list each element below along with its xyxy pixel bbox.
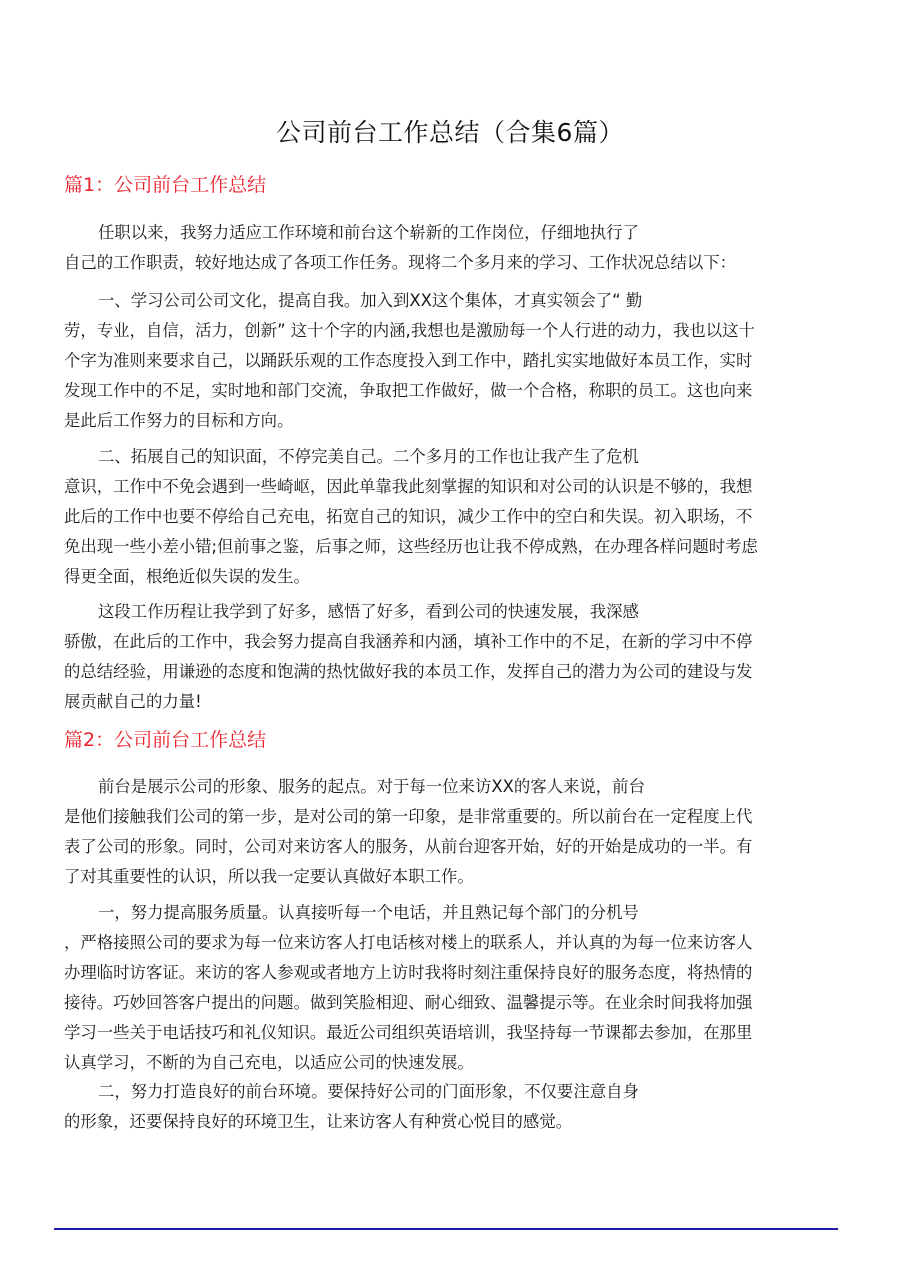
paragraph-line: 办理临时访客证。来访的客人参观或者地方上访时我将时刻注重保持良好的服务态度，将热情的 <box>64 963 753 982</box>
paragraph-line: 自己的工作职责，较好地达成了各项工作任务。现将二个多月来的学习、工作状况总结以下： <box>64 253 737 272</box>
paragraph-line: 二、拓展自己的知识面，不停完美自己。二个多月的工作也让我产生了危机 <box>98 447 639 466</box>
paragraph <box>64 597 844 717</box>
paragraph-line: 一，努力提高服务质量。认真接听每一个电话，并且熟记每个部门的分机号 <box>98 903 639 922</box>
paragraph-line: 发现工作中的不足，实时地和部门交流，争取把工作做好，做一个合格，称职的员工。这也向来 <box>64 381 753 400</box>
paragraph-line: 意识，工作中不免会遇到一些崎岖，因此单靠我此刻掌握的知识和对公司的认识是不够的，我想 <box>64 477 753 496</box>
paragraph-line: 了对其重要性的认识，所以我一定要认真做好本职工作。 <box>64 867 474 886</box>
paragraph-line: 的总结经验，用谦逊的态度和饱满的热忱做好我的本员工作，发挥自己的潜力为公司的建设与发 <box>64 662 753 681</box>
paragraph-line: 是此后工作努力的目标和方向。 <box>64 411 294 430</box>
footer-divider <box>54 1228 838 1230</box>
paragraph-line: 表了公司的形象。同时，公司对来访客人的服务，从前台迎客开始，好的开始是成功的一半。有 <box>64 837 753 856</box>
paragraph-line: 接待。巧妙回答客户提出的问题。做到笑脸相迎、耐心细致、温馨提示等。在业余时间我将加强 <box>64 993 753 1012</box>
paragraph-line: 任职以来，我努力适应工作环境和前台这个崭新的工作岗位，仔细地执行了 <box>98 223 639 242</box>
paragraph-line: 一、学习公司公司文化，提高自我。加入到XX这个集体，才真实领会了“ 勤 <box>98 291 643 310</box>
paragraph-line: 得更全面，根绝近似失误的发生。 <box>64 567 310 586</box>
paragraph <box>64 772 844 892</box>
paragraph-line: 个字为准则来要求自己，以踊跃乐观的工作态度投入到工作中，踏扎实实地做好本员工作，实时 <box>64 351 753 370</box>
paragraph-line: 劳，专业，自信，活力，创新” 这十个字的内涵,我想也是激励每一个人行进的动力，我也以这十 <box>64 321 755 340</box>
paragraph <box>64 442 844 592</box>
paragraph-line: 是他们接触我们公司的第一步，是对公司的第一印象，是非常重要的。所以前台在一定程度上代 <box>64 807 753 826</box>
document-title: 公司前台工作总结（合集6篇） <box>276 118 624 147</box>
paragraph-line: 的形象，还要保持良好的环境卫生，让来访客人有种赏心悦目的感觉。 <box>64 1112 573 1131</box>
paragraph-line: 学习一些关于电话技巧和礼仪知识。最近公司组织英语培训，我坚持每一节课都去参加，在那里 <box>64 1023 753 1042</box>
paragraph-line: 认真学习，不断的为自己充电，以适应公司的快速发展。 <box>64 1053 474 1072</box>
section-heading-1: 篇1：公司前台工作总结 <box>64 174 267 196</box>
paragraph-line: 骄傲，在此后的工作中，我会努力提高自我涵养和内涵，填补工作中的不足，在新的学习中不停 <box>64 632 753 651</box>
paragraph <box>64 1077 844 1137</box>
paragraph <box>64 898 844 1078</box>
paragraph-line: 这段工作历程让我学到了好多，感悟了好多，看到公司的快速发展，我深感 <box>98 602 639 621</box>
paragraph-line: ，严格接照公司的要求为每一位来访客人打电话核对楼上的联系人，并认真的为每一位来访客人 <box>64 933 753 952</box>
paragraph <box>64 218 844 278</box>
paragraph-line: 前台是展示公司的形象、服务的起点。对于每一位来访XX的客人来说，前台 <box>98 777 645 796</box>
paragraph-line: 免出现一些小差小错;但前事之鉴，后事之师，这些经历也让我不停成熟，在办理各样问题时考虑 <box>64 537 758 556</box>
paragraph-line: 此后的工作中也要不停给自己充电，拓宽自己的知识，减少工作中的空白和失误。初入职场，不 <box>64 507 753 526</box>
paragraph-line: 二，努力打造良好的前台环境。要保持好公司的门面形象，不仅要注意自身 <box>98 1082 639 1101</box>
section-heading-2: 篇2：公司前台工作总结 <box>64 729 267 751</box>
paragraph-line: 展贡献自己的力量! <box>64 692 202 711</box>
paragraph <box>64 286 844 436</box>
